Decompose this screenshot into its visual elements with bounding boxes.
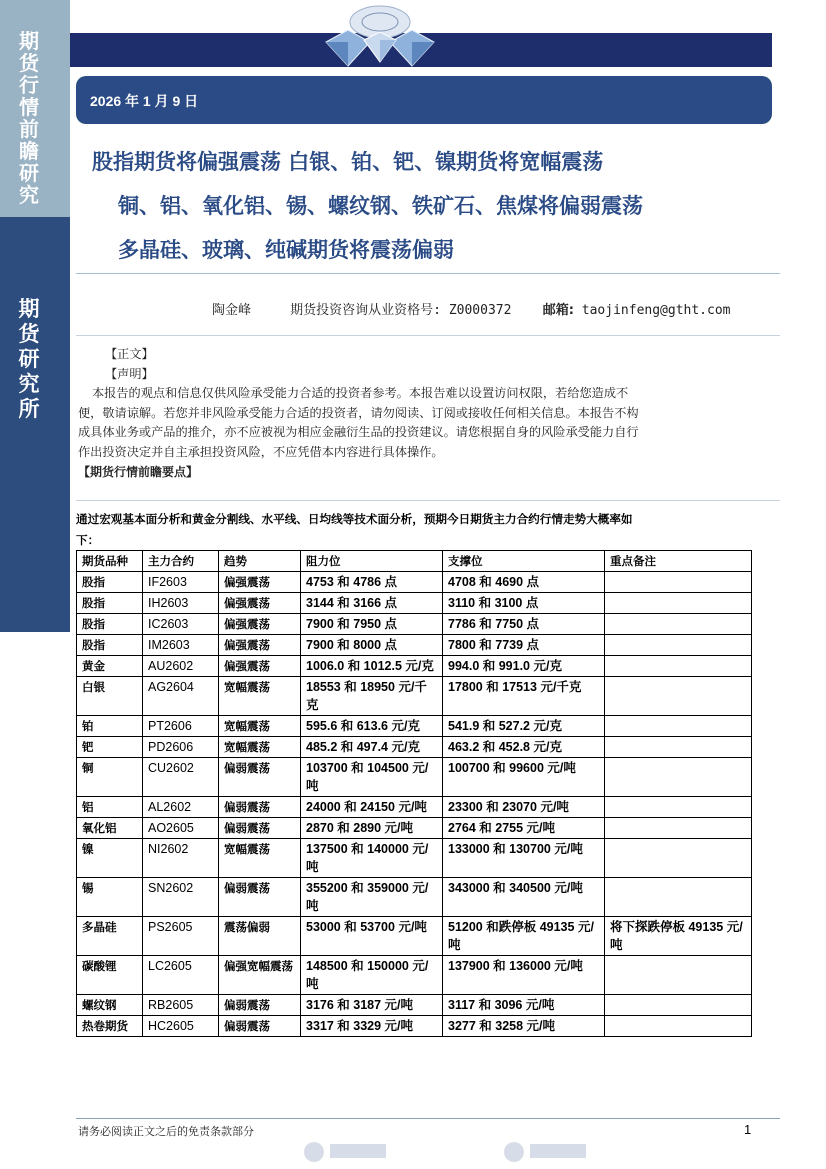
footer-disclaimer: 请务必阅读正文之后的免责条款部分 xyxy=(78,1125,254,1138)
section-title: 【期货行情前瞻要点】 xyxy=(78,465,199,479)
resistance-cell: 7900 和 8000 点 xyxy=(301,635,443,656)
table-row xyxy=(77,797,752,818)
product-cell: 多晶硅 xyxy=(77,917,143,956)
table-row xyxy=(77,758,752,797)
notes-cell xyxy=(605,995,752,1016)
headline-line-1: 股指期货将偏强震荡 白银、铂、钯、镍期货将宽幅震荡 xyxy=(92,149,604,174)
support-cell: 17800 和 17513 元/千克 xyxy=(443,677,605,716)
notes-cell xyxy=(605,839,752,878)
support-cell: 343000 和 340500 元/吨 xyxy=(443,878,605,917)
product-cell: 锡 xyxy=(77,878,143,917)
support-cell: 4708 和 4690 点 xyxy=(443,572,605,593)
notes-cell xyxy=(605,956,752,995)
product-cell: 白银 xyxy=(77,677,143,716)
support-cell: 463.2 和 452.8 元/克 xyxy=(443,737,605,758)
report-body xyxy=(78,345,756,483)
support-cell: 7786 和 7750 点 xyxy=(443,614,605,635)
support-cell: 3277 和 3258 元/吨 xyxy=(443,1016,605,1037)
page-number: 1 xyxy=(744,1122,752,1137)
trend-cell: 偏弱震荡 xyxy=(219,818,301,839)
statement-line: 成具体业务或产品的推介，亦不应被视为相应金融衍生品的投资建议。请您根据自身的风险承受能力自行 xyxy=(78,425,639,439)
notes-cell xyxy=(605,758,752,797)
table-row xyxy=(77,839,752,878)
tag-main: 【正文】 xyxy=(105,347,154,361)
contract-cell: HC2605 xyxy=(143,1016,219,1037)
sidebar-bottom-title: 期 货 研 究 所 xyxy=(18,297,40,421)
contract-cell: PS2605 xyxy=(143,917,219,956)
resistance-cell: 137500 和 140000 元/吨 xyxy=(301,839,443,878)
resistance-cell: 485.2 和 497.4 元/克 xyxy=(301,737,443,758)
header-support: 支撑位 xyxy=(443,551,605,572)
header-contract: 主力合约 xyxy=(143,551,219,572)
headline-line-3: 多晶硅、玻璃、纯碱期货将震荡偏弱 xyxy=(118,237,454,262)
table-intro xyxy=(76,509,756,551)
table-row xyxy=(77,956,752,995)
sidebar xyxy=(0,0,70,1169)
headline-line-2: 铜、铝、氧化铝、锡、螺纹钢、铁矿石、焦煤将偏弱震荡 xyxy=(118,193,643,218)
statement-line: 便，敬请谅解。若您并非风险承受能力合适的投资者，请勿阅读、订阅或接收任何相关信息。本报告不构 xyxy=(78,405,639,420)
resistance-cell: 1006.0 和 1012.5 元/克 xyxy=(301,656,443,677)
support-cell: 137900 和 136000 元/吨 xyxy=(443,956,605,995)
table-row xyxy=(77,878,752,917)
notes-cell: 将下探跌停板 49135 元/吨 xyxy=(605,917,752,956)
watermark-logo-icon xyxy=(500,1128,590,1169)
support-cell: 133000 和 130700 元/吨 xyxy=(443,839,605,878)
trend-cell: 偏强震荡 xyxy=(219,614,301,635)
notes-cell xyxy=(605,797,752,818)
resistance-cell: 3317 和 3329 元/吨 xyxy=(301,1016,443,1037)
notes-cell xyxy=(605,677,752,716)
footer-divider xyxy=(76,1118,780,1119)
trend-cell: 偏弱震荡 xyxy=(219,797,301,818)
product-cell: 黄金 xyxy=(77,656,143,677)
forecast-table xyxy=(76,550,752,1037)
date-bar xyxy=(76,76,772,124)
table-row xyxy=(77,656,752,677)
notes-cell xyxy=(605,593,752,614)
resistance-cell: 53000 和 53700 元/吨 xyxy=(301,917,443,956)
support-cell: 541.9 和 527.2 元/克 xyxy=(443,716,605,737)
contract-cell: AU2602 xyxy=(143,656,219,677)
contract-cell: SN2602 xyxy=(143,878,219,917)
table-row xyxy=(77,737,752,758)
resistance-cell: 18553 和 18950 元/千克 xyxy=(301,677,443,716)
author-line xyxy=(212,299,731,318)
contract-cell: IH2603 xyxy=(143,593,219,614)
header-notes: 重点备注 xyxy=(605,551,752,572)
contract-cell: IM2603 xyxy=(143,635,219,656)
support-cell: 3110 和 3100 点 xyxy=(443,593,605,614)
intro-line: 通过宏观基本面分析和黄金分割线、水平线、日均线等技术面分析，预期今日期货主力合约行情走势大概率如 xyxy=(76,512,633,526)
divider xyxy=(76,335,780,336)
support-cell: 23300 和 23070 元/吨 xyxy=(443,797,605,818)
product-cell: 铜 xyxy=(77,758,143,797)
report-date: 2026 年 1 月 9 日 xyxy=(90,93,199,109)
qualification-number: Z0000372 xyxy=(448,303,512,318)
trend-cell: 偏强震荡 xyxy=(219,635,301,656)
notes-cell xyxy=(605,1016,752,1037)
trend-cell: 宽幅震荡 xyxy=(219,737,301,758)
table-row xyxy=(77,716,752,737)
product-cell: 铝 xyxy=(77,797,143,818)
contract-cell: AL2602 xyxy=(143,797,219,818)
support-cell: 994.0 和 991.0 元/克 xyxy=(443,656,605,677)
divider xyxy=(76,273,780,274)
header-trend: 趋势 xyxy=(219,551,301,572)
table-row xyxy=(77,818,752,839)
trend-cell: 偏弱震荡 xyxy=(219,995,301,1016)
resistance-cell: 7900 和 7950 点 xyxy=(301,614,443,635)
resistance-cell: 148500 和 150000 元/吨 xyxy=(301,956,443,995)
sidebar-top-title: 期 货 行 情 前 瞻 研 究 xyxy=(19,29,39,207)
watermark-logo-icon xyxy=(300,1128,390,1169)
contract-cell: RB2605 xyxy=(143,995,219,1016)
contract-cell: IC2603 xyxy=(143,614,219,635)
tag-statement: 【声明】 xyxy=(105,366,154,381)
header-resistance: 阻力位 xyxy=(301,551,443,572)
resistance-cell: 2870 和 2890 元/吨 xyxy=(301,818,443,839)
trend-cell: 宽幅震荡 xyxy=(219,839,301,878)
trend-cell: 偏强震荡 xyxy=(219,656,301,677)
trend-cell: 偏强震荡 xyxy=(219,572,301,593)
support-cell: 51200 和跌停板 49135 元/吨 xyxy=(443,917,605,956)
table-row xyxy=(77,917,752,956)
product-cell: 热卷期货 xyxy=(77,1016,143,1037)
header-product: 期货品种 xyxy=(77,551,143,572)
trend-cell: 偏弱震荡 xyxy=(219,878,301,917)
product-cell: 铂 xyxy=(77,716,143,737)
notes-cell xyxy=(605,878,752,917)
notes-cell xyxy=(605,818,752,839)
contract-cell: NI2602 xyxy=(143,839,219,878)
contract-cell: IF2603 xyxy=(143,572,219,593)
intro-line: 下： xyxy=(76,533,100,547)
product-cell: 钯 xyxy=(77,737,143,758)
table-row xyxy=(77,677,752,716)
contract-cell: AO2605 xyxy=(143,818,219,839)
support-cell: 7800 和 7739 点 xyxy=(443,635,605,656)
contract-cell: CU2602 xyxy=(143,758,219,797)
trend-cell: 偏弱震荡 xyxy=(219,1016,301,1037)
product-cell: 股指 xyxy=(77,593,143,614)
support-cell: 3117 和 3096 元/吨 xyxy=(443,995,605,1016)
qualification-label: 期货投资咨询从业资格号: xyxy=(290,303,441,318)
resistance-cell: 595.6 和 613.6 元/克 xyxy=(301,716,443,737)
contract-cell: PT2606 xyxy=(143,716,219,737)
trend-cell: 震荡偏弱 xyxy=(219,917,301,956)
resistance-cell: 355200 和 359000 元/吨 xyxy=(301,878,443,917)
notes-cell xyxy=(605,614,752,635)
notes-cell xyxy=(605,656,752,677)
product-cell: 镍 xyxy=(77,839,143,878)
sidebar-bottom-block xyxy=(0,217,70,632)
product-cell: 氧化铝 xyxy=(77,818,143,839)
notes-cell xyxy=(605,635,752,656)
support-cell: 100700 和 99600 元/吨 xyxy=(443,758,605,797)
statement-line: 作出投资决定并自主承担投资风险，不应凭借本内容进行具体操作。 xyxy=(78,444,444,459)
trend-cell: 宽幅震荡 xyxy=(219,677,301,716)
notes-cell xyxy=(605,572,752,593)
resistance-cell: 4753 和 4786 点 xyxy=(301,572,443,593)
contract-cell: PD2606 xyxy=(143,737,219,758)
author-email: taojinfeng@gtht.com xyxy=(581,303,731,318)
product-cell: 股指 xyxy=(77,572,143,593)
notes-cell xyxy=(605,737,752,758)
notes-cell xyxy=(605,716,752,737)
table-row xyxy=(77,995,752,1016)
resistance-cell: 3144 和 3166 点 xyxy=(301,593,443,614)
table-row xyxy=(77,593,752,614)
table-row xyxy=(77,1016,752,1037)
resistance-cell: 3176 和 3187 元/吨 xyxy=(301,995,443,1016)
table-row xyxy=(77,635,752,656)
contract-cell: LC2605 xyxy=(143,956,219,995)
headline xyxy=(92,140,772,272)
diamond-logo-icon xyxy=(318,4,442,68)
support-cell: 2764 和 2755 元/吨 xyxy=(443,818,605,839)
divider xyxy=(76,500,780,501)
product-cell: 股指 xyxy=(77,614,143,635)
resistance-cell: 24000 和 24150 元/吨 xyxy=(301,797,443,818)
trend-cell: 偏弱震荡 xyxy=(219,758,301,797)
resistance-cell: 103700 和 104500 元/吨 xyxy=(301,758,443,797)
product-cell: 螺纹钢 xyxy=(77,995,143,1016)
table-row xyxy=(77,572,752,593)
trend-cell: 宽幅震荡 xyxy=(219,716,301,737)
email-label: 邮箱: xyxy=(542,303,574,318)
product-cell: 碳酸锂 xyxy=(77,956,143,995)
contract-cell: AG2604 xyxy=(143,677,219,716)
author-name: 陶金峰 xyxy=(212,303,252,318)
trend-cell: 偏强震荡 xyxy=(219,593,301,614)
trend-cell: 偏强宽幅震荡 xyxy=(219,956,301,995)
product-cell: 股指 xyxy=(77,635,143,656)
table-row xyxy=(77,614,752,635)
statement-line: 本报告的观点和信息仅供风险承受能力合适的投资者参考。本报告难以设置访问权限，若给您造成不 xyxy=(92,386,629,400)
table-header-row xyxy=(77,551,752,572)
